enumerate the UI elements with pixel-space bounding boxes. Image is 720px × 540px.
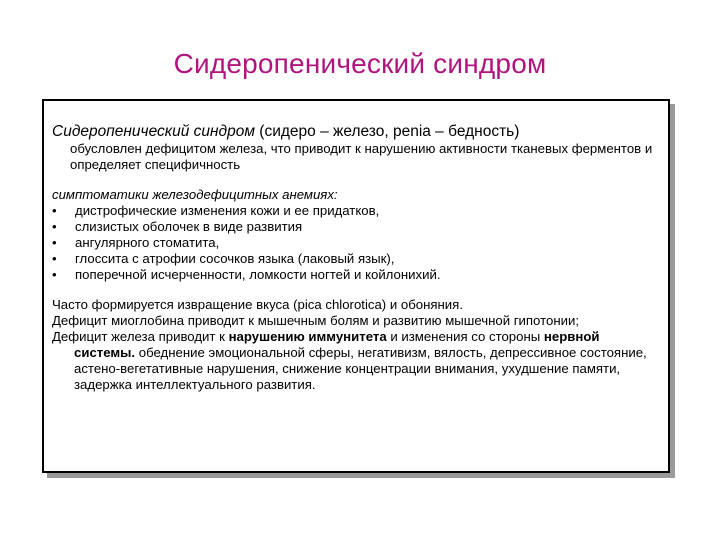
note-immunity: Дефицит железа приводит к нарушению иммунитета и изменения со стороны нервной системы. обеднение эмоциональной сферы, негативизм, вялость, депрессивное состояние, астено-вегетативные нарушения, снижение концентрации внимания, ухудшение памяти, задержка интеллектуального развития.	[52, 329, 647, 392]
bullet-icon: •	[52, 203, 57, 218]
bullet-icon: •	[52, 235, 57, 250]
symptom-list	[52, 203, 662, 283]
bullet-icon: •	[52, 251, 57, 266]
list-item: • глоссита с атрофии сосочков языка (лаковый язык),	[52, 251, 395, 266]
symptoms-lead: симптоматики железодефицитных анемиях:	[52, 187, 338, 202]
list-item: • ангулярного стоматита,	[52, 235, 220, 250]
intro-description: обусловлен дефицитом железа, что приводит к нарушению активности тканевых ферментов и определяет специфичность	[70, 141, 653, 172]
immunity-emphasis: нарушению иммунитета	[228, 329, 387, 344]
page-title: Сидеропенический синдром	[173, 48, 547, 79]
list-item: • поперечной исчерченности, ломкости ногтей и койлонихий.	[52, 267, 441, 282]
nervous-system-emphasis: нервной системы.	[74, 329, 600, 360]
bullet-icon: •	[52, 219, 57, 234]
content-box	[42, 99, 670, 473]
intro-etymology: (сидеро – железо, penia – бедность)	[259, 123, 520, 140]
bullet-icon: •	[52, 267, 57, 282]
intro-term: Сидеропенический синдром	[52, 123, 255, 140]
intro-heading	[52, 123, 662, 141]
list-item: • дистрофические изменения кожи и ее придатков,	[52, 203, 380, 218]
list-item: • слизистых оболочек в виде развития	[52, 219, 303, 234]
note-myoglobin: Дефицит миоглобина приводит к мышечным болям и развитию мышечной гипотонии;	[52, 313, 579, 328]
note-taste: Часто формируется извращение вкуса (pica chlorotica) и обоняния.	[52, 297, 463, 312]
